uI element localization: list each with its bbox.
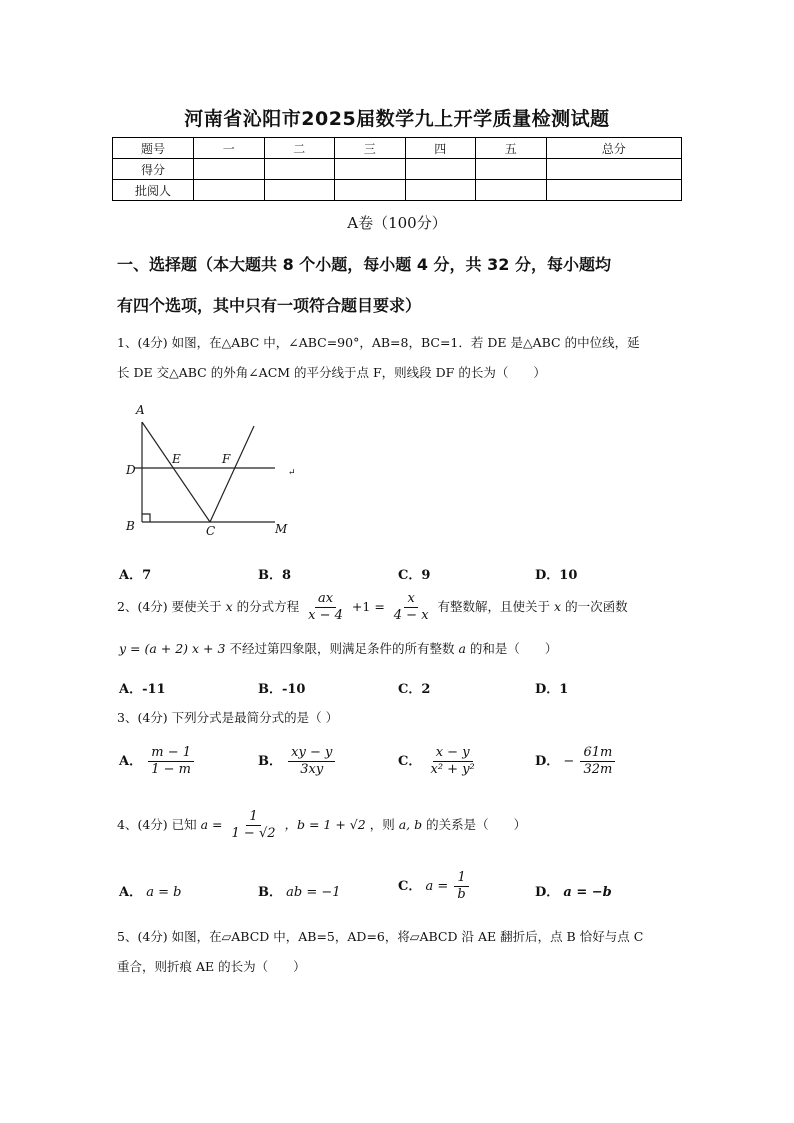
question-1-figure [120, 400, 310, 542]
q4-text: ，则 [369, 817, 395, 832]
q3-option-d: D． − $\frac{61m}{32m}$ [535, 745, 617, 778]
table-cell: 一 [194, 138, 265, 159]
question-1-stem [117, 328, 687, 388]
q2-option-c: C．2 [398, 682, 431, 697]
score-table [112, 137, 682, 201]
section-1-heading [117, 244, 687, 326]
table-cell: 二 [264, 138, 335, 159]
q2-text: 有整数解，且使关于 [437, 599, 551, 614]
label-C: C [206, 524, 216, 538]
q4-option-b: B． ab = −1 [258, 885, 341, 900]
question-4-stem [117, 808, 697, 842]
question-1-line2: 长 DE 交△ABC 的外角∠ACM 的平分线于点 F，则线段 DF 的长为（ ） [117, 365, 546, 380]
q1-option-a: A．7 [119, 568, 152, 583]
table-cell: 四 [405, 138, 476, 159]
table-cell: 总分 [546, 138, 682, 159]
table-cell: 批阅人 [113, 180, 194, 201]
question-5-line1: 5、(4分) 如图，在▱ABCD 中，AB=5，AD=6，将▱ABCD 沿 AE 翻折后，点 B 恰好与点 C [117, 929, 644, 944]
q4-option-a: A． a = b [119, 885, 182, 900]
label-A: A [136, 403, 145, 417]
label-E: E [172, 452, 181, 466]
q2-text: 的和是（ ） [469, 641, 558, 656]
page-title: 河南省沁阳市2025届数学九上开学质量检测试题 [184, 108, 610, 130]
question-2-line1 [117, 590, 697, 624]
q4-text: 的关系是（ ） [426, 817, 527, 832]
label-D: D [126, 463, 136, 477]
table-cell [405, 159, 476, 180]
q1-option-b: B．8 [258, 568, 292, 583]
q2-option-d: D．1 [535, 682, 569, 697]
q4-option-d: D． a = −b [535, 885, 612, 900]
table-cell [405, 180, 476, 201]
q4-fraction: $\frac{1}{1 - √2}$ [231, 809, 276, 841]
table-row [113, 159, 682, 180]
question-1-line1: 1、(4分) 如图，在△ABC 中，∠ABC=90°，AB=8，BC=1．若 DE 是△ABC 的中位线，延 [117, 335, 640, 350]
q1-option-d: D．10 [535, 568, 578, 583]
table-cell [194, 159, 265, 180]
question-3-stem: 3、(4分) 下列分式是最简分式的是（ ） [117, 710, 339, 725]
score-table-header [113, 138, 682, 159]
q2-var-x: x [225, 599, 233, 614]
label-F: F [222, 452, 231, 466]
question-2-line2 [119, 634, 699, 664]
segment-AC [142, 422, 210, 522]
q2-var-a: a [458, 641, 466, 656]
q2-fraction-1: $\frac{ax}{x - 4}$ [308, 591, 343, 623]
table-cell [335, 180, 406, 201]
q2-text: 不经过第四象限，则满足条件的所有整数 [229, 641, 455, 656]
q3-option-a: A． $\frac{m - 1}{1 - m}$ [119, 745, 196, 778]
q2-formula: y = (a + 2) x + 3 [119, 641, 226, 656]
q4-ab: a, b [398, 817, 423, 832]
table-cell [335, 159, 406, 180]
table-cell: 五 [476, 138, 547, 159]
table-row [113, 180, 682, 201]
label-M: M [275, 522, 288, 536]
paragraph-mark: ↵ [288, 468, 296, 478]
q4-option-c: C． a = $\frac{1}{b}$ [398, 870, 471, 903]
q2-text: +1 = [351, 599, 385, 614]
table-cell [546, 180, 682, 201]
q2-text: 的分式方程 [236, 599, 300, 614]
q2-text: 的一次函数 [565, 599, 628, 614]
q2-fraction-2: $\frac{x}{4 - x}$ [393, 591, 429, 623]
bisector-CF [210, 426, 254, 522]
table-cell: 三 [335, 138, 406, 159]
table-cell [546, 159, 682, 180]
q2-text: 2、(4分) 要使关于 [117, 599, 222, 614]
table-cell [264, 180, 335, 201]
q4-b-eq: ，b = 1 + √2 [284, 817, 366, 832]
section-1-line2: 有四个选项，其中只有一项符合题目要求） [117, 296, 422, 315]
q2-option-a: A．-11 [119, 682, 166, 697]
question-5-line2: 重合，则折痕 AE 的长为（ ） [117, 959, 306, 974]
label-B: B [126, 519, 135, 533]
right-angle-mark [142, 514, 150, 522]
q4-text: 4、(4分) 已知 [117, 817, 197, 832]
q3-option-c: C． $\frac{x - y}{\text{x² + y²}}$ [398, 745, 475, 777]
section-1-line1: 一、选择题（本大题共 8 个小题，每小题 4 分，共 32 分，每小题均 [117, 255, 611, 274]
table-cell [194, 180, 265, 201]
section-a-heading: A卷（100分） [347, 214, 447, 232]
q2-var-x: x [554, 599, 562, 614]
question-5-stem [117, 922, 687, 982]
table-cell [264, 159, 335, 180]
q2-option-b: B．-10 [258, 682, 306, 697]
q3-option-b: B． $\frac{xy - y}{3xy}$ [258, 745, 337, 778]
q1-option-c: C．9 [398, 568, 431, 583]
q4-a-eq: a = [200, 817, 223, 832]
table-cell: 题号 [113, 138, 194, 159]
table-cell [476, 159, 547, 180]
table-cell [476, 180, 547, 201]
table-cell: 得分 [113, 159, 194, 180]
